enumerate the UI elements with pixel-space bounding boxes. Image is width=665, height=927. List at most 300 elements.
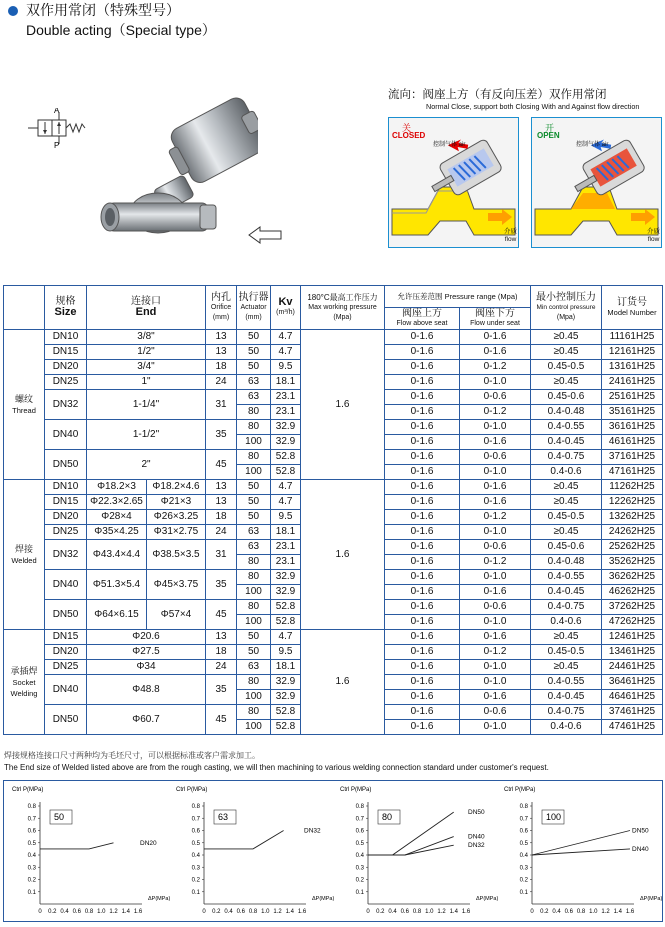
flow-under-cell: 0-1.0 <box>460 570 531 585</box>
actuator-cell: 100 <box>237 615 271 630</box>
header-working-pressure: 180°C最高工作压力 Max working pressure (Mpa) <box>301 286 385 330</box>
min-control-pressure-cell: 0.4-0.6 <box>531 720 602 735</box>
flow-above-cell: 0-1.6 <box>385 630 460 645</box>
min-control-pressure-cell: 0.4-0.6 <box>531 465 602 480</box>
x-tick-label: 1.6 <box>297 909 307 915</box>
x-tick-label: 0.4 <box>224 909 233 915</box>
size-cell: DN50 <box>45 450 87 480</box>
x-tick-label: 0.6 <box>236 909 245 915</box>
end-cell: 1-1/4" <box>87 390 206 420</box>
category-cell <box>4 630 45 735</box>
flow-above-cell: 0-1.6 <box>385 600 460 615</box>
flow-under-cell: 0-1.6 <box>460 480 531 495</box>
actuator-cell: 80 <box>237 450 271 465</box>
model-number-cell: 36161H25 <box>602 420 663 435</box>
header-kv: Kv (m³/h) <box>271 286 301 330</box>
open-diagram <box>531 117 662 248</box>
min-control-pressure-cell: 0.4-0.45 <box>531 690 602 705</box>
actuator-cell: 63 <box>237 540 271 555</box>
category-cn: 焊接 <box>14 543 33 554</box>
series-line <box>204 831 284 849</box>
flow-under-cell: 0-1.2 <box>460 555 531 570</box>
category-cell <box>4 480 45 630</box>
open-medium-en: flow <box>647 236 660 243</box>
actuator-cell: 80 <box>237 570 271 585</box>
y-tick-label: 0.7 <box>355 816 364 823</box>
x-tick-label: 0.2 <box>212 909 221 915</box>
flow-above-cell: 0-1.6 <box>385 495 460 510</box>
end-cell: 1-1/2" <box>87 420 206 450</box>
min-control-pressure-cell: 0.45-0.6 <box>531 390 602 405</box>
model-number-cell: 12461H25 <box>602 630 663 645</box>
y-tick-label: 0.6 <box>27 828 36 835</box>
header-pressure-range: 允许压差范围 Pressure range (Mpa) <box>385 286 531 308</box>
actuator-cell: 100 <box>237 435 271 450</box>
flow-under-cell: 0-1.6 <box>460 495 531 510</box>
kv-cell: 9.5 <box>271 645 301 660</box>
min-control-pressure-cell: ≥0.45 <box>531 345 602 360</box>
category-cn: 螺纹 <box>14 393 33 404</box>
x-axis-label: ΔP(MPa) <box>640 896 663 902</box>
table-row <box>4 630 663 645</box>
flow-above-cell: 0-1.6 <box>385 540 460 555</box>
model-number-cell: 37461H25 <box>602 705 663 720</box>
end-cell: 1" <box>87 375 206 390</box>
x-tick-label: 1.0 <box>97 909 106 915</box>
category-en: Socket Welding <box>10 677 38 698</box>
min-control-pressure-cell: 0.4-0.55 <box>531 420 602 435</box>
y-tick-label: 0.5 <box>519 840 528 847</box>
kv-cell: 23.1 <box>271 405 301 420</box>
actuator-cell: 80 <box>237 555 271 570</box>
flow-above-cell: 0-1.6 <box>385 705 460 720</box>
y-tick-label: 0.4 <box>519 853 528 859</box>
min-control-pressure-cell: ≥0.45 <box>531 495 602 510</box>
size-cell: DN20 <box>45 645 87 660</box>
model-number-cell: 35161H25 <box>602 405 663 420</box>
flow-under-cell: 0-1.0 <box>460 660 531 675</box>
y-tick-label: 0.4 <box>27 853 36 859</box>
min-control-pressure-cell: 0.4-0.55 <box>531 675 602 690</box>
min-control-pressure-cell: ≥0.45 <box>531 630 602 645</box>
end-cell: Φ48.8 <box>87 675 206 705</box>
flow-under-cell: 0-1.0 <box>460 675 531 690</box>
end-cell: 3/8" <box>87 330 206 345</box>
kv-cell: 18.1 <box>271 525 301 540</box>
x-tick-label: 0.2 <box>540 909 549 915</box>
header-orifice: 内孔 Orifice (mm) <box>206 286 237 330</box>
x-tick-label: 1.2 <box>437 909 446 915</box>
orifice-cell: 45 <box>206 705 237 735</box>
flow-above-cell: 0-1.6 <box>385 660 460 675</box>
y-tick-label: 0.5 <box>191 840 200 847</box>
actuator-cell: 63 <box>237 390 271 405</box>
kv-cell: 23.1 <box>271 540 301 555</box>
flow-under-cell: 0-1.6 <box>460 330 531 345</box>
min-control-pressure-cell: 0.45-0.5 <box>531 510 602 525</box>
x-tick-label: 0.4 <box>388 909 397 915</box>
end-cell: Φ34 <box>87 660 206 675</box>
flow-under-cell: 0-1.2 <box>460 405 531 420</box>
size-cell: DN10 <box>45 480 87 495</box>
end-cell: 1/2" <box>87 345 206 360</box>
actuator-cell: 50 <box>237 360 271 375</box>
model-number-cell: 46262H25 <box>602 585 663 600</box>
y-tick-label: 0.8 <box>519 804 528 810</box>
y-tick-label: 0.8 <box>27 804 36 810</box>
x-tick-label: 0 <box>530 909 534 915</box>
closed-state-en: CLOSED <box>392 131 426 140</box>
title-bullet-icon <box>8 6 18 16</box>
x-tick-label: 0.4 <box>60 909 69 915</box>
orifice-cell: 13 <box>206 345 237 360</box>
actuator-cell: 100 <box>237 465 271 480</box>
kv-cell: 4.7 <box>271 330 301 345</box>
flow-above-cell: 0-1.6 <box>385 450 460 465</box>
y-tick-label: 0.3 <box>355 865 364 872</box>
series-line <box>532 849 630 855</box>
valve-photo <box>98 88 258 258</box>
x-tick-label: 1.0 <box>261 909 270 915</box>
size-cell: DN10 <box>45 330 87 345</box>
actuator-cell: 80 <box>237 405 271 420</box>
open-medium-cn: 介质 <box>647 228 660 235</box>
kv-cell: 52.8 <box>271 600 301 615</box>
x-tick-label: 0.2 <box>48 909 57 915</box>
series-label: DN50 <box>468 809 485 817</box>
orifice-cell: 18 <box>206 510 237 525</box>
min-control-pressure-cell: ≥0.45 <box>531 330 602 345</box>
model-number-cell: 12262H25 <box>602 495 663 510</box>
kv-cell: 52.8 <box>271 465 301 480</box>
note-cn: 焊接规格连接口尺寸两种均为毛坯尺寸，可以根据标准或客户需求加工。 <box>4 751 260 760</box>
x-tick-label: 1.6 <box>625 909 635 915</box>
x-tick-label: 0.6 <box>564 909 573 915</box>
x-tick-label: 0.8 <box>248 909 258 915</box>
chart-actuator-100 <box>498 781 663 921</box>
flow-above-cell: 0-1.6 <box>385 690 460 705</box>
series-label: DN20 <box>140 839 157 847</box>
min-control-pressure-cell: ≥0.45 <box>531 480 602 495</box>
x-tick-label: 1.4 <box>285 909 294 915</box>
min-control-pressure-cell: ≥0.45 <box>531 525 602 540</box>
orifice-cell: 24 <box>206 525 237 540</box>
model-number-cell: 24461H25 <box>602 660 663 675</box>
category-cell <box>4 330 45 480</box>
closed-state-cn: 关 <box>402 123 412 133</box>
x-tick-label: 0 <box>38 909 42 915</box>
min-control-pressure-cell: 0.4-0.75 <box>531 705 602 720</box>
orifice-cell: 45 <box>206 600 237 630</box>
model-number-cell: 36262H25 <box>602 570 663 585</box>
closed-medium-en: flow <box>504 236 517 243</box>
model-number-cell: 24161H25 <box>602 375 663 390</box>
orifice-cell: 35 <box>206 420 237 450</box>
x-tick-label: 1.0 <box>589 909 598 915</box>
size-cell: DN50 <box>45 705 87 735</box>
end-cell-b: Φ45×3.75 <box>147 570 206 600</box>
x-tick-label: 0.4 <box>552 909 561 915</box>
flow-under-cell: 0-1.2 <box>460 360 531 375</box>
flow-under-cell: 0-0.6 <box>460 705 531 720</box>
min-control-pressure-cell: ≥0.45 <box>531 375 602 390</box>
flow-above-cell: 0-1.6 <box>385 405 460 420</box>
min-control-pressure-cell: 0.4-0.75 <box>531 600 602 615</box>
size-cell: DN25 <box>45 660 87 675</box>
model-number-cell: 13262H25 <box>602 510 663 525</box>
y-tick-label: 0.3 <box>191 865 200 872</box>
size-cell: DN15 <box>45 630 87 645</box>
flow-above-cell: 0-1.6 <box>385 615 460 630</box>
actuator-cell: 100 <box>237 720 271 735</box>
model-number-cell: 37262H25 <box>602 600 663 615</box>
flow-above-cell: 0-1.6 <box>385 645 460 660</box>
y-tick-label: 0.1 <box>191 889 200 896</box>
y-tick-label: 0.6 <box>519 828 528 835</box>
working-pressure-cell: 1.6 <box>301 480 385 630</box>
orifice-cell: 35 <box>206 675 237 705</box>
end-cell-b: Φ31×2.75 <box>147 525 206 540</box>
actuator-cell: 80 <box>237 675 271 690</box>
size-cell: DN40 <box>45 675 87 705</box>
x-tick-label: 1.2 <box>273 909 282 915</box>
closed-air-label: 控制气体 air <box>433 142 466 148</box>
spec-table-body <box>4 330 663 735</box>
x-tick-label: 0 <box>366 909 370 915</box>
end-cell-a: Φ22.3×2.65 <box>87 495 147 510</box>
model-number-cell: 24262H25 <box>602 525 663 540</box>
min-control-pressure-cell: 0.4-0.45 <box>531 435 602 450</box>
actuator-cell: 50 <box>237 495 271 510</box>
flow-under-cell: 0-0.6 <box>460 450 531 465</box>
min-control-pressure-cell: 0.45-0.5 <box>531 645 602 660</box>
kv-cell: 23.1 <box>271 555 301 570</box>
y-tick-label: 0.2 <box>27 877 36 884</box>
x-tick-label: 0 <box>202 909 206 915</box>
actuator-cell: 80 <box>237 705 271 720</box>
port-a-label: A <box>54 108 60 115</box>
note-en: The End size of Welded listed above are from the rough casting, we will then machining to various welding connection standard under customer's request. <box>4 763 549 772</box>
y-tick-label: 0.7 <box>27 816 36 823</box>
kv-cell: 32.9 <box>271 585 301 600</box>
y-tick-label: 0.1 <box>27 889 36 896</box>
open-state-en: OPEN <box>537 131 560 140</box>
flow-under-cell: 0-0.6 <box>460 390 531 405</box>
end-cell-b: Φ38.5×3.5 <box>147 540 206 570</box>
kv-cell: 4.7 <box>271 480 301 495</box>
y-tick-label: 0.1 <box>519 889 528 896</box>
x-tick-label: 1.4 <box>121 909 130 915</box>
x-tick-label: 0.2 <box>376 909 385 915</box>
category-en: Welded <box>11 555 37 565</box>
working-pressure-cell: 1.6 <box>301 630 385 735</box>
y-tick-label: 0.1 <box>355 889 364 896</box>
x-tick-label: 0.8 <box>576 909 586 915</box>
kv-cell: 32.9 <box>271 435 301 450</box>
end-cell-a: Φ18.2×3 <box>87 480 147 495</box>
flow-under-cell: 0-1.0 <box>460 525 531 540</box>
end-cell-a: Φ28×4 <box>87 510 147 525</box>
series-line <box>368 845 454 855</box>
spec-table <box>3 285 663 735</box>
header-flow-under: 阀座下方 Flow under seat <box>460 308 531 330</box>
flow-above-cell: 0-1.6 <box>385 720 460 735</box>
header-flow-above: 阀座上方 Flow above seat <box>385 308 460 330</box>
series-label: DN50 <box>632 827 649 835</box>
flow-above-cell: 0-1.6 <box>385 435 460 450</box>
working-pressure-cell: 1.6 <box>301 330 385 480</box>
y-tick-label: 0.5 <box>355 840 364 847</box>
actuator-cell: 80 <box>237 420 271 435</box>
series-line <box>40 843 114 849</box>
model-number-cell: 46161H25 <box>602 435 663 450</box>
flow-above-cell: 0-1.6 <box>385 675 460 690</box>
orifice-cell: 31 <box>206 540 237 570</box>
orifice-cell: 13 <box>206 630 237 645</box>
flow-under-cell: 0-1.2 <box>460 510 531 525</box>
end-cell: Φ27.5 <box>87 645 206 660</box>
header-category <box>4 286 45 330</box>
size-cell: DN25 <box>45 525 87 540</box>
kv-cell: 32.9 <box>271 690 301 705</box>
y-axis-label: Ctrl P(MPa) <box>176 787 208 793</box>
orifice-cell: 13 <box>206 495 237 510</box>
model-number-cell: 46461H25 <box>602 690 663 705</box>
closed-medium-label <box>504 228 517 244</box>
size-cell: DN40 <box>45 570 87 600</box>
chart-actuator-50 <box>6 781 171 921</box>
end-cell-b: Φ18.2×4.6 <box>147 480 206 495</box>
x-tick-label: 1.2 <box>601 909 610 915</box>
flow-under-cell: 0-1.0 <box>460 420 531 435</box>
header-model-number: 订货号 Model Number <box>602 286 663 330</box>
model-number-cell: 25161H25 <box>602 390 663 405</box>
flow-under-cell: 0-1.6 <box>460 585 531 600</box>
series-label: DN40 <box>468 833 485 841</box>
flow-under-cell: 0-1.6 <box>460 435 531 450</box>
orifice-cell: 13 <box>206 330 237 345</box>
end-cell: Φ20.6 <box>87 630 206 645</box>
flow-above-cell: 0-1.6 <box>385 525 460 540</box>
model-number-cell: 11161H25 <box>602 330 663 345</box>
kv-cell: 32.9 <box>271 570 301 585</box>
end-cell-b: Φ21×3 <box>147 495 206 510</box>
y-tick-label: 0.4 <box>191 853 200 859</box>
min-control-pressure-cell: 0.4-0.48 <box>531 555 602 570</box>
y-tick-label: 0.6 <box>191 828 200 835</box>
page-title-cn: 双作用常闭（特殊型号） <box>26 2 180 18</box>
min-control-pressure-cell: 0.4-0.45 <box>531 585 602 600</box>
size-cell: DN32 <box>45 540 87 570</box>
y-tick-label: 0.2 <box>355 877 364 884</box>
chart-actuator-80 <box>334 781 499 921</box>
flow-above-cell: 0-1.6 <box>385 480 460 495</box>
x-axis-label: ΔP(MPa) <box>476 896 499 902</box>
size-cell: DN32 <box>45 390 87 420</box>
x-tick-label: 1.2 <box>109 909 118 915</box>
orifice-cell: 24 <box>206 375 237 390</box>
table-header-row <box>4 286 663 308</box>
x-tick-label: 1.4 <box>613 909 622 915</box>
model-number-cell: 47161H25 <box>602 465 663 480</box>
orifice-cell: 35 <box>206 570 237 600</box>
flow-under-cell: 0-1.0 <box>460 375 531 390</box>
actuator-cell: 50 <box>237 510 271 525</box>
x-tick-label: 0.8 <box>84 909 94 915</box>
kv-cell: 18.1 <box>271 660 301 675</box>
kv-cell: 9.5 <box>271 360 301 375</box>
min-control-pressure-cell: 0.4-0.6 <box>531 615 602 630</box>
series-line <box>532 831 630 856</box>
series-label: DN32 <box>304 827 321 835</box>
model-number-cell: 47461H25 <box>602 720 663 735</box>
page-title-en: Double acting（Special type） <box>26 22 216 38</box>
end-cell-a: Φ35×4.25 <box>87 525 147 540</box>
y-tick-label: 0.6 <box>355 828 364 835</box>
flow-above-cell: 0-1.6 <box>385 555 460 570</box>
flow-under-cell: 0-1.6 <box>460 345 531 360</box>
kv-cell: 52.8 <box>271 450 301 465</box>
flow-above-cell: 0-1.6 <box>385 420 460 435</box>
end-cell: 2" <box>87 450 206 480</box>
flow-under-cell: 0-0.6 <box>460 600 531 615</box>
chart-title: 63 <box>218 812 229 822</box>
port-p-label: P <box>54 141 60 148</box>
kv-cell: 32.9 <box>271 675 301 690</box>
flow-under-cell: 0-1.0 <box>460 465 531 480</box>
open-medium-label <box>647 228 660 244</box>
min-control-pressure-cell: 0.45-0.6 <box>531 540 602 555</box>
y-tick-label: 0.2 <box>191 877 200 884</box>
model-number-cell: 47262H25 <box>602 615 663 630</box>
header-end: 连接口 End <box>87 286 206 330</box>
flow-above-cell: 0-1.6 <box>385 390 460 405</box>
actuator-cell: 80 <box>237 600 271 615</box>
min-control-pressure-cell: 0.4-0.48 <box>531 405 602 420</box>
size-cell: DN25 <box>45 375 87 390</box>
size-cell: DN15 <box>45 495 87 510</box>
model-number-cell: 36461H25 <box>602 675 663 690</box>
size-cell: DN20 <box>45 360 87 375</box>
x-tick-label: 0.6 <box>72 909 81 915</box>
y-axis-label: Ctrl P(MPa) <box>12 787 44 793</box>
y-tick-label: 0.4 <box>355 853 364 859</box>
y-tick-label: 0.7 <box>191 816 200 823</box>
model-number-cell: 13461H25 <box>602 645 663 660</box>
kv-cell: 4.7 <box>271 630 301 645</box>
x-axis-label: ΔP(MPa) <box>312 896 335 902</box>
actuator-cell: 63 <box>237 660 271 675</box>
min-control-pressure-cell: 0.4-0.55 <box>531 570 602 585</box>
kv-cell: 52.8 <box>271 720 301 735</box>
closed-diagram <box>388 117 519 248</box>
kv-cell: 4.7 <box>271 345 301 360</box>
end-cell-b: Φ57×4 <box>147 600 206 630</box>
charts-panel <box>3 780 663 922</box>
y-tick-label: 0.5 <box>27 840 36 847</box>
end-cell: Φ60.7 <box>87 705 206 735</box>
actuator-cell: 63 <box>237 525 271 540</box>
model-number-cell: 12161H25 <box>602 345 663 360</box>
y-tick-label: 0.2 <box>519 877 528 884</box>
chart-actuator-63 <box>170 781 335 921</box>
kv-cell: 9.5 <box>271 510 301 525</box>
min-control-pressure-cell: 0.45-0.5 <box>531 360 602 375</box>
y-axis-label: Ctrl P(MPa) <box>504 787 536 793</box>
flow-under-cell: 0-1.2 <box>460 645 531 660</box>
flow-above-cell: 0-1.6 <box>385 585 460 600</box>
header-min-control-pressure: 最小控制压力 Min control pressure (Mpa) <box>531 286 602 330</box>
